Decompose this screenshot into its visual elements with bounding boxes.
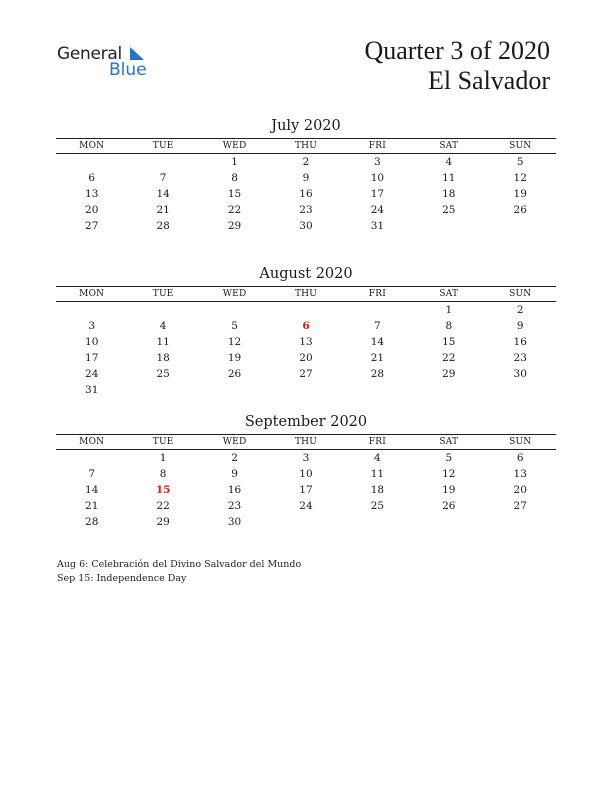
day-cell: 20 bbox=[299, 352, 313, 364]
month-september bbox=[56, 412, 556, 530]
holiday-note: Sep 15: Independence Day bbox=[57, 573, 187, 584]
holiday-day-cell: 15 bbox=[155, 484, 171, 496]
day-cell: 4 bbox=[374, 452, 381, 464]
day-cell: 17 bbox=[85, 352, 99, 364]
day-cell: 17 bbox=[370, 188, 385, 200]
day-cell: 31 bbox=[370, 220, 385, 232]
month-title: September 2020 bbox=[244, 414, 368, 430]
day-cell: 18 bbox=[442, 188, 456, 200]
day-cell: 17 bbox=[299, 484, 313, 496]
weekday-label: SUN bbox=[509, 141, 532, 151]
day-cell: 8 bbox=[445, 320, 453, 332]
week-row bbox=[56, 350, 556, 366]
day-cell: 4 bbox=[159, 320, 167, 332]
weekday-label: FRI bbox=[368, 437, 386, 447]
empty-day-cell bbox=[485, 382, 556, 398]
empty-day-cell bbox=[342, 382, 413, 398]
weekday-label: WED bbox=[222, 289, 247, 299]
day-cell: 25 bbox=[442, 204, 456, 216]
day-cell: 13 bbox=[299, 336, 313, 348]
empty-day-cell bbox=[485, 514, 556, 530]
day-cell: 29 bbox=[156, 516, 170, 528]
week-row bbox=[56, 482, 556, 498]
day-cell: 23 bbox=[227, 500, 242, 512]
month-grid bbox=[56, 450, 556, 530]
day-cell: 29 bbox=[442, 368, 456, 380]
logo-text-general: General bbox=[57, 44, 122, 64]
day-cell: 12 bbox=[442, 468, 456, 480]
day-cell: 12 bbox=[513, 172, 527, 184]
empty-day-cell bbox=[342, 302, 413, 318]
day-cell: 18 bbox=[156, 352, 170, 364]
day-cell: 6 bbox=[516, 452, 524, 464]
day-cell: 28 bbox=[370, 368, 385, 380]
week-row bbox=[56, 154, 556, 170]
week-row bbox=[56, 186, 556, 202]
day-cell: 3 bbox=[302, 452, 310, 464]
day-cell: 4 bbox=[445, 156, 453, 168]
day-cell: 1 bbox=[159, 452, 167, 464]
weekday-header bbox=[56, 434, 556, 450]
day-cell: 10 bbox=[85, 336, 99, 348]
empty-day-cell bbox=[199, 382, 270, 398]
day-cell: 26 bbox=[513, 204, 527, 216]
weekday-label: SUN bbox=[509, 289, 532, 299]
empty-day-cell bbox=[413, 382, 484, 398]
empty-day-cell bbox=[413, 514, 484, 530]
day-cell: 25 bbox=[156, 368, 170, 380]
empty-day-cell bbox=[127, 302, 198, 318]
weekday-label: TUE bbox=[152, 141, 174, 151]
day-cell: 14 bbox=[370, 336, 385, 348]
day-cell: 27 bbox=[513, 500, 527, 512]
month-grid bbox=[56, 154, 556, 234]
day-cell: 22 bbox=[227, 204, 242, 216]
day-cell: 24 bbox=[85, 368, 99, 380]
day-cell: 21 bbox=[370, 352, 385, 364]
day-cell: 31 bbox=[85, 384, 99, 396]
weekday-label: SAT bbox=[439, 141, 459, 151]
day-cell: 14 bbox=[85, 484, 99, 496]
day-cell: 16 bbox=[227, 484, 242, 496]
week-row bbox=[56, 466, 556, 482]
month-title: July 2020 bbox=[271, 118, 341, 134]
day-cell: 21 bbox=[85, 500, 99, 512]
day-cell: 13 bbox=[85, 188, 99, 200]
generalblue-logo bbox=[57, 44, 157, 84]
week-row bbox=[56, 514, 556, 530]
day-cell: 11 bbox=[370, 468, 385, 480]
day-cell: 12 bbox=[227, 336, 242, 348]
empty-day-cell bbox=[127, 154, 198, 170]
weekday-label: THU bbox=[294, 141, 317, 151]
day-cell: 9 bbox=[516, 320, 524, 332]
day-cell: 11 bbox=[442, 172, 456, 184]
day-cell: 22 bbox=[442, 352, 456, 364]
day-cell: 6 bbox=[88, 172, 96, 184]
weekday-label: MON bbox=[79, 437, 105, 447]
day-cell: 19 bbox=[513, 188, 527, 200]
weekday-label: MON bbox=[79, 289, 105, 299]
weekday-label: MON bbox=[79, 141, 105, 151]
week-row bbox=[56, 334, 556, 350]
weekday-header bbox=[56, 286, 556, 302]
week-row bbox=[56, 382, 556, 398]
day-cell: 7 bbox=[88, 468, 96, 480]
weekday-label: THU bbox=[294, 289, 317, 299]
day-cell: 27 bbox=[299, 368, 313, 380]
day-cell: 21 bbox=[156, 204, 170, 216]
day-cell: 1 bbox=[445, 304, 453, 316]
week-row bbox=[56, 218, 556, 234]
day-cell: 15 bbox=[227, 188, 242, 200]
empty-day-cell bbox=[413, 218, 484, 234]
day-cell: 13 bbox=[513, 468, 527, 480]
day-cell: 7 bbox=[374, 320, 381, 332]
day-cell: 8 bbox=[231, 172, 238, 184]
day-cell: 1 bbox=[231, 156, 238, 168]
day-cell: 27 bbox=[85, 220, 99, 232]
week-row bbox=[56, 170, 556, 186]
day-cell: 9 bbox=[231, 468, 238, 480]
day-cell: 5 bbox=[231, 320, 238, 332]
day-cell: 29 bbox=[227, 220, 242, 232]
day-cell: 16 bbox=[299, 188, 313, 200]
empty-day-cell bbox=[56, 450, 127, 466]
day-cell: 25 bbox=[370, 500, 385, 512]
empty-day-cell bbox=[56, 302, 127, 318]
holiday-note: Aug 6: Celebración del Divino Salvador del Mundo bbox=[57, 559, 302, 570]
day-cell: 20 bbox=[513, 484, 527, 496]
empty-day-cell bbox=[270, 514, 341, 530]
day-cell: 3 bbox=[88, 320, 96, 332]
day-cell: 15 bbox=[442, 336, 456, 348]
day-cell: 11 bbox=[156, 336, 170, 348]
empty-day-cell bbox=[270, 382, 341, 398]
weekday-label: FRI bbox=[368, 141, 386, 151]
day-cell: 20 bbox=[85, 204, 99, 216]
day-cell: 7 bbox=[159, 172, 167, 184]
month-august bbox=[56, 264, 556, 398]
weekday-label: WED bbox=[222, 141, 247, 151]
day-cell: 8 bbox=[159, 468, 167, 480]
week-row bbox=[56, 366, 556, 382]
day-cell: 26 bbox=[227, 368, 242, 380]
country-title: El Salvador bbox=[427, 66, 550, 95]
weekday-label: SAT bbox=[439, 289, 459, 299]
day-cell: 19 bbox=[442, 484, 456, 496]
month-july bbox=[56, 116, 556, 234]
holiday-notes bbox=[57, 558, 301, 586]
weekday-label: TUE bbox=[152, 437, 174, 447]
weekday-label: SUN bbox=[509, 437, 532, 447]
month-grid bbox=[56, 302, 556, 398]
empty-day-cell bbox=[485, 218, 556, 234]
day-cell: 28 bbox=[156, 220, 170, 232]
day-cell: 22 bbox=[156, 500, 170, 512]
day-cell: 18 bbox=[370, 484, 385, 496]
month-title: August 2020 bbox=[259, 266, 353, 282]
day-cell: 26 bbox=[442, 500, 456, 512]
day-cell: 24 bbox=[370, 204, 385, 216]
weekday-label: SAT bbox=[439, 437, 459, 447]
day-cell: 30 bbox=[299, 220, 313, 232]
empty-day-cell bbox=[56, 154, 127, 170]
day-cell: 2 bbox=[516, 304, 524, 316]
week-row bbox=[56, 498, 556, 514]
day-cell: 16 bbox=[513, 336, 527, 348]
week-row bbox=[56, 318, 556, 334]
day-cell: 3 bbox=[374, 156, 381, 168]
empty-day-cell bbox=[199, 302, 270, 318]
quarter-title: Quarter 3 of 2020 bbox=[364, 36, 550, 65]
week-row bbox=[56, 202, 556, 218]
day-cell: 5 bbox=[445, 452, 453, 464]
page-title bbox=[364, 36, 550, 96]
day-cell: 2 bbox=[231, 452, 238, 464]
week-row bbox=[56, 302, 556, 318]
day-cell: 2 bbox=[302, 156, 310, 168]
day-cell: 9 bbox=[302, 172, 310, 184]
week-row bbox=[56, 450, 556, 466]
weekday-label: THU bbox=[294, 437, 317, 447]
day-cell: 5 bbox=[516, 156, 524, 168]
day-cell: 24 bbox=[299, 500, 313, 512]
empty-day-cell bbox=[342, 514, 413, 530]
weekday-label: FRI bbox=[368, 289, 386, 299]
holiday-day-cell: 6 bbox=[302, 320, 310, 332]
day-cell: 14 bbox=[156, 188, 170, 200]
empty-day-cell bbox=[127, 382, 198, 398]
weekday-label: WED bbox=[222, 437, 247, 447]
day-cell: 10 bbox=[370, 172, 385, 184]
logo-text-blue: Blue bbox=[109, 60, 147, 80]
day-cell: 23 bbox=[513, 352, 527, 364]
weekday-label: TUE bbox=[152, 289, 174, 299]
day-cell: 19 bbox=[227, 352, 242, 364]
day-cell: 10 bbox=[299, 468, 313, 480]
day-cell: 28 bbox=[85, 516, 99, 528]
empty-day-cell bbox=[270, 302, 341, 318]
day-cell: 23 bbox=[299, 204, 313, 216]
day-cell: 30 bbox=[227, 516, 242, 528]
day-cell: 30 bbox=[513, 368, 527, 380]
weekday-header bbox=[56, 138, 556, 154]
